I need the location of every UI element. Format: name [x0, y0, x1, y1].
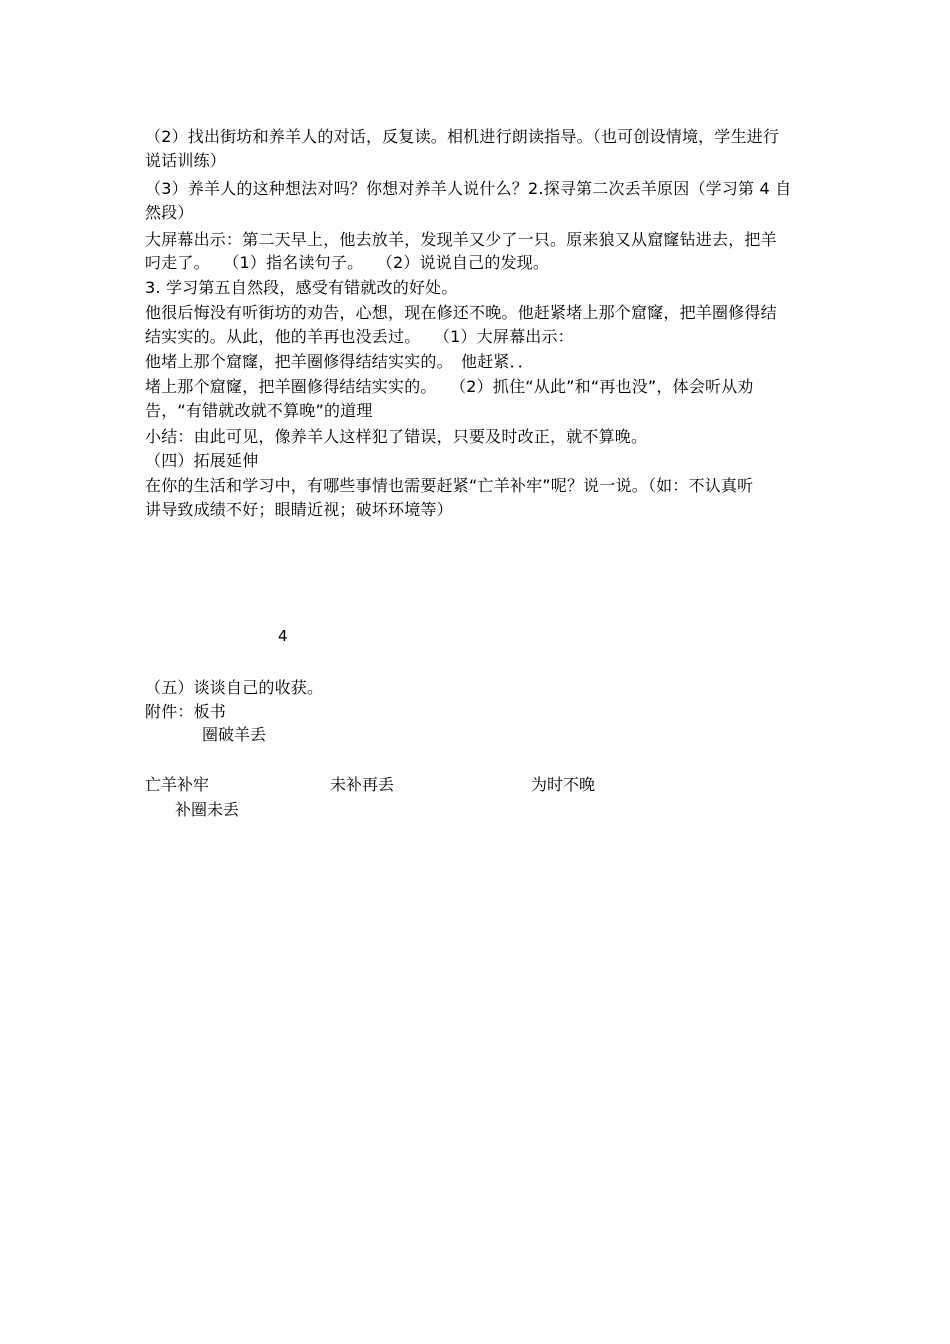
- paragraph-line-11: 堵上那个窟窿，把羊圈修得结结实实的。 （2）抓住“从此”和“再也没”，体会听从劝: [145, 377, 754, 396]
- board-middle: 未补再丢: [330, 775, 395, 794]
- paragraph-line-13: 小结：由此可见，像养羊人这样犯了错误，只要及时改正，就不算晚。: [145, 427, 648, 446]
- board-left: 亡羊补牢: [145, 775, 210, 794]
- paragraph-line-5: 大屏幕出示：第二天早上，他去放羊，发现羊又少了一只。原来狼又从窟窿钻进去，把羊: [145, 230, 777, 249]
- page-number: 4: [278, 627, 288, 645]
- paragraph-line-2: 说话训练）: [145, 151, 227, 170]
- paragraph-line-7: 3. 学习第五自然段，感受有错就改的好处。: [145, 278, 458, 297]
- board-right: 为时不晚: [531, 775, 596, 794]
- paragraph-line-10: 他堵上那个窟窿，把羊圈修得结结实实的。 他赶紧．．: [145, 352, 535, 371]
- paragraph-line-8: 他很后悔没有听街坊的劝告，心想，现在修还不晚。他赶紧堵上那个窟窿，把羊圈修得结: [145, 303, 777, 322]
- paragraph-line-14: （四）拓展延伸: [145, 451, 259, 470]
- paragraph-line-9: 结实实的。从此，他的羊再也没丢过。 （1）大屏幕出示：: [145, 327, 574, 346]
- board-top: 圈破羊丢: [202, 725, 267, 744]
- paragraph-line-15: 在你的生活和学习中，有哪些事情也需要赶紧“亡羊补牢”呢？说一说。（如：不认真听: [145, 476, 754, 495]
- board-bottom: 补圈未丢: [175, 800, 240, 819]
- appendix-label: 附件：板书: [145, 702, 227, 721]
- paragraph-line-6: 叼走了。 （1）指名读句子。 （2）说说自己的发现。: [145, 253, 550, 272]
- paragraph-line-1: （2）找出街坊和养羊人的对话，反复读。相机进行朗读指导。（也可创设情境，学生进行: [145, 127, 780, 146]
- paragraph-line-4: 然段）: [145, 203, 194, 222]
- paragraph-line-3: （3）养羊人的这种想法对吗？你想对养羊人说什么？2.探寻第二次丢羊原因（学习第 4 自: [145, 179, 792, 198]
- paragraph-line-16: 讲导致成绩不好；眼睛近视；破坏环境等）: [145, 500, 453, 519]
- paragraph-line-12: 告，“有错就改就不算晚”的道理: [145, 401, 373, 420]
- section-five-heading: （五）谈谈自己的收获。: [145, 678, 324, 697]
